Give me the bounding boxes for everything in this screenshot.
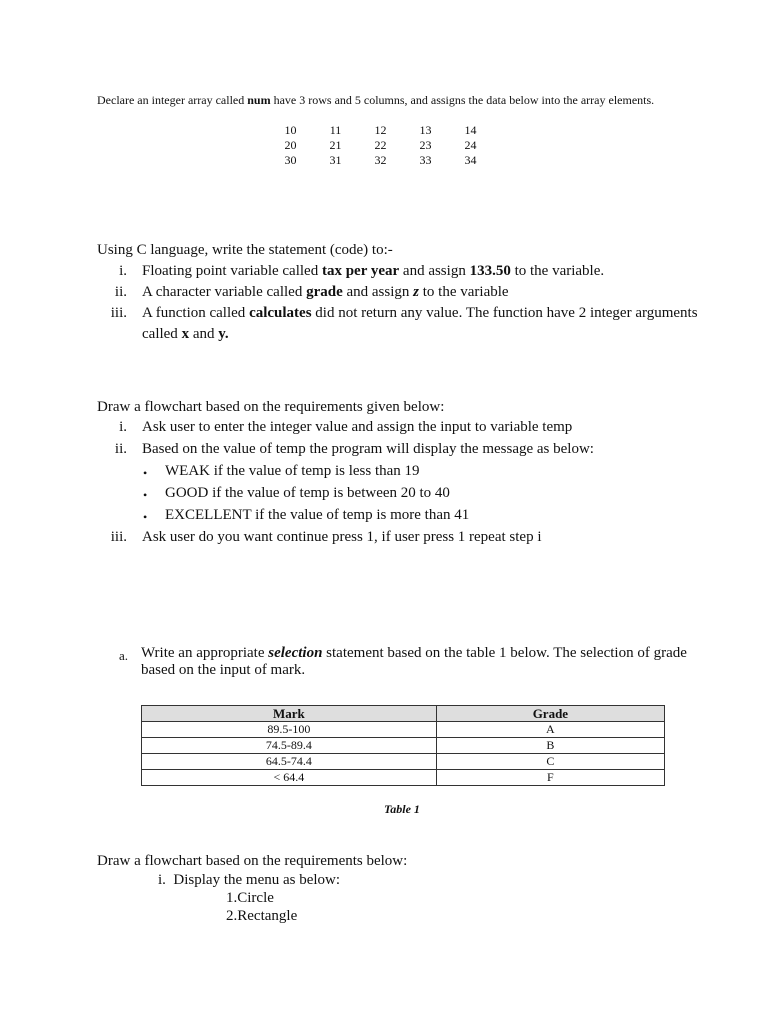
selection-question: Write an appropriate selection statement based on the table 1 below. The selection of grade: [141, 645, 687, 661]
bullet-item: • EXCELLENT if the value of temp is more than 41: [97, 505, 737, 527]
grade-cell: F: [436, 770, 664, 786]
grade-cell: B: [436, 738, 664, 754]
list-item: iii. Ask user do you want continue press 1, if user press 1 repeat step i: [110, 529, 542, 545]
mark-cell: 64.5-74.4: [142, 754, 437, 770]
menu-option-circle: 1.Circle: [226, 890, 274, 906]
array-data-matrix: [268, 123, 493, 168]
matrix-cell: 20: [284, 138, 297, 152]
c-question-lead: Using C language, write the statement (code) to:-: [97, 242, 393, 258]
list-item: ii. A character variable called grade and assign z to the variable: [114, 284, 509, 300]
matrix-cell: 30: [284, 153, 297, 167]
selection-question-line2: based on the input of mark.: [141, 662, 306, 678]
matrix-cell: 33: [419, 153, 432, 167]
grade-cell: C: [436, 754, 664, 770]
matrix-cell: 34: [464, 153, 477, 167]
matrix-cell: 12: [374, 123, 387, 137]
menu-option-rectangle: 2.Rectangle: [226, 908, 298, 924]
table-header-row: [142, 706, 665, 722]
bullet-icon: •: [143, 488, 148, 502]
matrix-cell: 22: [374, 138, 387, 152]
c-question-list: [97, 261, 737, 345]
matrix-row: [268, 123, 493, 138]
flowchart-question-list: [97, 417, 737, 549]
flowchart2-item: i. Display the menu as below:: [158, 872, 341, 888]
bullet-icon: •: [143, 466, 148, 480]
table-caption: Table 1: [384, 802, 420, 816]
matrix-cell: 11: [329, 123, 342, 137]
mark-cell: < 64.4: [142, 770, 437, 786]
table-row: [142, 722, 665, 738]
flowchart2-question-lead: Draw a flowchart based on the requirements below:: [97, 853, 408, 869]
matrix-row: [268, 138, 493, 153]
matrix-row: [268, 153, 493, 168]
list-item: i. Ask user to enter the integer value and assign the input to variable temp: [119, 419, 573, 435]
matrix-cell: 21: [329, 138, 342, 152]
mark-cell: 89.5-100: [142, 722, 437, 738]
table-row: [142, 738, 665, 754]
matrix-cell: 10: [284, 123, 297, 137]
question-label: a.: [119, 648, 129, 663]
matrix-cell: 24: [464, 138, 477, 152]
table-row: [142, 754, 665, 770]
list-item: iii. A function called calculates did not return any value. The function have 2 integer arguments: [110, 305, 698, 321]
grade-cell: A: [436, 722, 664, 738]
mark-cell: 74.5-89.4: [142, 738, 437, 754]
bullet-icon: •: [143, 510, 148, 524]
column-header-mark: Mark: [142, 706, 437, 722]
list-item: ii. Based on the value of temp the program will display the message as below:: [114, 441, 594, 457]
list-item: i. Floating point variable called tax per year and assign 133.50 to the variable.: [119, 263, 605, 279]
column-header-grade: Grade: [436, 706, 664, 722]
grade-table: [141, 705, 665, 786]
matrix-cell: 14: [464, 123, 477, 137]
matrix-cell: 31: [329, 153, 342, 167]
array-question: Declare an integer array called num have 3 rows and 5 columns, and assigns the data below into the array elements.: [97, 93, 655, 107]
matrix-cell: 23: [419, 138, 432, 152]
list-item-continuation: called x and y.: [142, 326, 229, 342]
array-name: num: [247, 93, 271, 107]
matrix-cell: 13: [419, 123, 432, 137]
flowchart-question-lead: Draw a flowchart based on the requirements given below:: [97, 399, 445, 415]
matrix-cell: 32: [374, 153, 387, 167]
bullet-item: • GOOD if the value of temp is between 20 to 40: [97, 483, 737, 505]
table-row: [142, 770, 665, 786]
bullet-item: • WEAK if the value of temp is less than 19: [97, 461, 737, 483]
